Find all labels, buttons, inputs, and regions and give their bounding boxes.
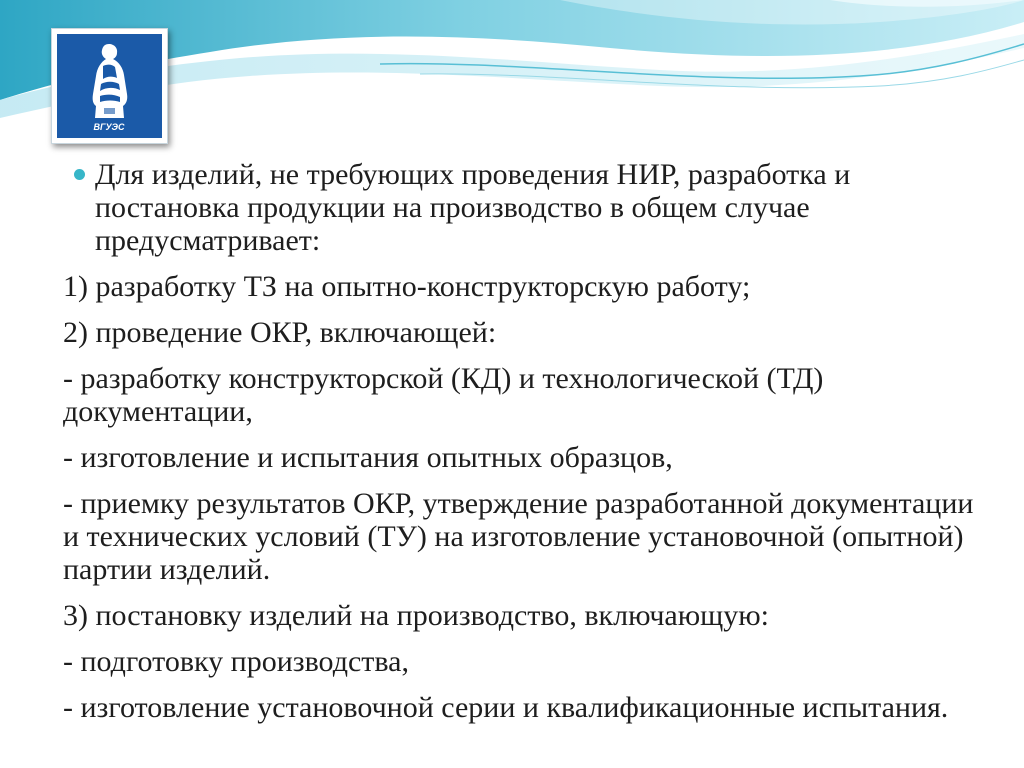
- logo-tile: [57, 34, 162, 138]
- slide-body-text: [63, 158, 983, 737]
- bullet-text: Для изделий, не требующих проведения НИР, разработка и постановка продукции на производство в общем случае предусматривает:: [95, 158, 851, 257]
- bullet-item: [63, 158, 983, 257]
- text-line: - приемку результатов ОКР, утверждение разработанной документации и технических условий (ТУ) на изготовление установочной (опытной) партии изделий.: [63, 487, 974, 586]
- vguzes-emblem-icon: [57, 34, 162, 138]
- text-line: - изготовление и испытания опытных образцов,: [63, 441, 673, 474]
- text-line: - изготовление установочной серии и квалификационные испытания.: [63, 691, 949, 724]
- logo-text: ВГУЭС: [93, 122, 125, 132]
- text-line: 3) постановку изделий на производство, включающую:: [63, 599, 770, 632]
- text-line: - разработку конструкторской (КД) и технологической (ТД) документации,: [63, 362, 824, 428]
- text-line: 1) разработку ТЗ на опытно-конструкторскую работу;: [63, 270, 751, 303]
- text-line: - подготовку производства,: [63, 645, 409, 678]
- logo: [51, 28, 168, 144]
- text-line: 2) проведение ОКР, включающей:: [63, 316, 497, 349]
- bullet-dot-icon: [74, 169, 85, 180]
